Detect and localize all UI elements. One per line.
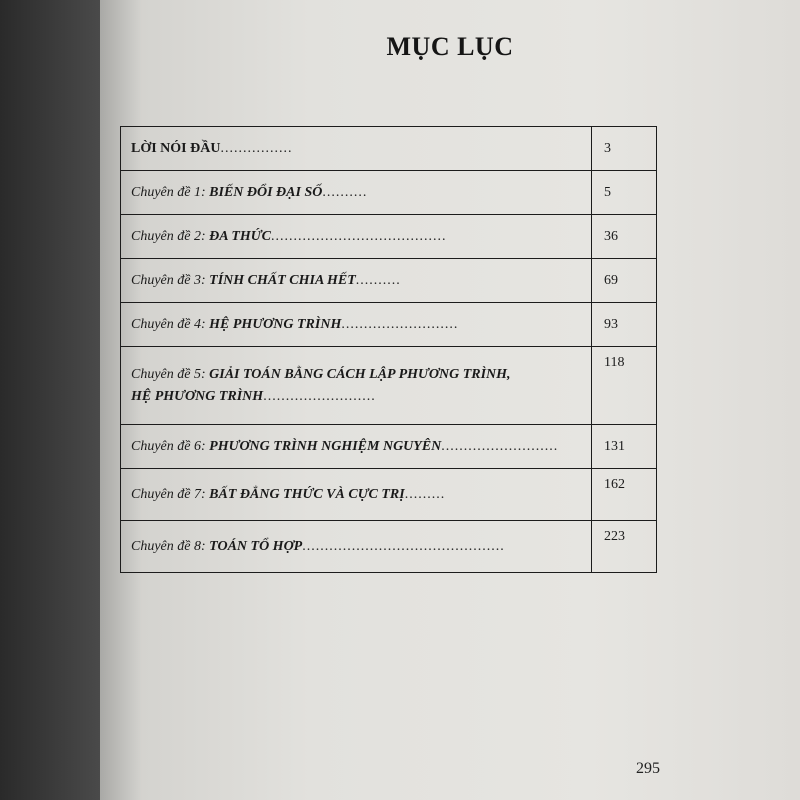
toc-entry: [121, 521, 592, 573]
toc-entry: [121, 127, 592, 171]
toc-row: [121, 521, 657, 573]
toc-entry: [121, 171, 592, 215]
entry-leader: ..........................: [441, 438, 559, 454]
toc-row: [121, 347, 657, 425]
entry-leader: .........: [404, 486, 446, 502]
entry-page: 118: [592, 347, 657, 425]
entry-prefix: Chuyên đề 4:: [131, 316, 210, 332]
entry-prefix: Chuyên đề 3:: [131, 272, 210, 288]
book-page: [100, 0, 800, 800]
entry-topic: HỆ PHƯƠNG TRÌNH: [209, 316, 342, 332]
toc-row: [121, 303, 657, 347]
entry-page: 69: [592, 259, 657, 303]
book-gutter: [0, 0, 100, 800]
toc-row: [121, 259, 657, 303]
toc-entry: [121, 259, 592, 303]
toc-table: [120, 126, 657, 573]
toc-entry: [121, 425, 592, 469]
toc-entry: [121, 469, 592, 521]
entry-prefix: Chuyên đề 2:: [131, 228, 210, 244]
toc-entry: [121, 347, 592, 425]
entry-topic: PHƯƠNG TRÌNH NGHIỆM NGUYÊN: [209, 438, 442, 454]
entry-leader: ................: [220, 140, 293, 156]
entry-topic: TOÁN TỔ HỢP: [209, 538, 303, 554]
entry-page: 36: [592, 215, 657, 259]
entry-topic: ĐA THỨC: [209, 228, 271, 244]
entry-page: 131: [592, 425, 657, 469]
entry-page: 223: [592, 521, 657, 573]
entry-prefix: Chuyên đề 7:: [131, 486, 210, 502]
toc-row: [121, 425, 657, 469]
entry-prefix: Chuyên đề 1:: [131, 184, 210, 200]
entry-topic-line2: HỆ PHƯƠNG TRÌNH: [131, 388, 264, 404]
toc-entry: [121, 303, 592, 347]
page-number: 295: [636, 760, 660, 777]
entry-topic: LỜI NÓI ĐẦU: [131, 140, 221, 156]
entry-leader: ..........: [322, 184, 368, 200]
entry-topic: GIẢI TOÁN BẰNG CÁCH LẬP PHƯƠNG TRÌNH,: [209, 366, 511, 382]
entry-topic: TÍNH CHẤT CHIA HẾT: [209, 272, 356, 288]
toc-row: [121, 127, 657, 171]
entry-topic: BIẾN ĐỔI ĐẠI SỐ: [209, 184, 323, 200]
entry-leader: .............................................: [302, 538, 505, 554]
entry-prefix: Chuyên đề 6:: [131, 438, 210, 454]
toc-row: [121, 215, 657, 259]
entry-page: 162: [592, 469, 657, 521]
entry-leader: ..........................: [341, 316, 459, 332]
toc-entry: [121, 215, 592, 259]
toc-title: MỤC LỤC: [386, 32, 514, 61]
entry-leader: .......................................: [270, 228, 447, 244]
entry-leader: .........................: [263, 388, 376, 404]
entry-prefix: Chuyên đề 8:: [131, 538, 210, 554]
toc-row: [121, 171, 657, 215]
entry-topic: BẤT ĐẲNG THỨC VÀ CỰC TRỊ: [209, 486, 405, 502]
entry-page: 93: [592, 303, 657, 347]
toc-row: [121, 469, 657, 521]
entry-prefix: Chuyên đề 5:: [131, 366, 210, 382]
entry-continuation: [131, 389, 583, 405]
entry-page: 3: [592, 127, 657, 171]
entry-leader: ..........: [355, 272, 401, 288]
entry-page: 5: [592, 171, 657, 215]
